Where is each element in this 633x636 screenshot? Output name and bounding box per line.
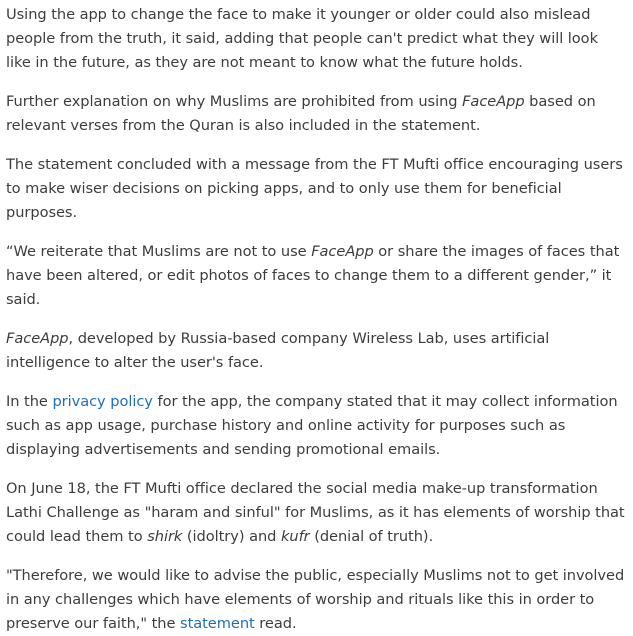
article-paragraph	[6, 327, 627, 375]
article-paragraph	[6, 477, 627, 549]
article-paragraph	[6, 90, 627, 138]
paragraph-text: Using the app to change the face to make it younger or older could also mislead people from the truth, it said, adding that people can't predict what they will look like in the future, as they are not meant to know what the future holds.	[6, 6, 598, 71]
term-italic: kufr	[280, 528, 310, 545]
paragraph-text: In the	[6, 393, 53, 410]
app-name-italic: FaceApp	[462, 93, 525, 110]
paragraph-text: On June 18, the FT Mufti office declared the social media make-up transformation Lathi Challenge as "haram and sinful" for Muslims, as it has elements of worship that could lead them to	[6, 480, 625, 545]
paragraph-text: “We reiterate that Muslims are not to use	[6, 243, 312, 260]
statement-link[interactable]: statement	[180, 615, 255, 632]
privacy-policy-link[interactable]: privacy policy	[52, 393, 153, 410]
article-paragraph	[6, 390, 627, 462]
paragraph-text: (denial of truth).	[309, 528, 434, 545]
article-paragraph	[6, 3, 627, 75]
paragraph-text: based on relevant verses from the Quran is also included in the statement.	[6, 93, 596, 134]
paragraph-text: (idoltry) and	[182, 528, 281, 545]
paragraph-text: Further explanation on why Muslims are prohibited from using	[6, 93, 463, 110]
paragraph-text: "Therefore, we would like to advise the public, especially Muslims not to get involved in any challenges which have elements of worship and rituals like this in order to preserve our faith," the	[6, 567, 625, 632]
article-paragraph	[6, 153, 627, 225]
paragraph-text: for the app, the company stated that it may collect information such as app usage, purchase history and online activity for purposes such as displaying advertisements and sending promotional emails.	[6, 393, 618, 458]
paragraph-text: or share the images of faces that have been altered, or edit photos of faces to change them to a different gender,” it said.	[6, 243, 620, 308]
article-paragraph	[6, 564, 627, 636]
app-name-italic: FaceApp	[311, 243, 374, 260]
term-italic: shirk	[147, 528, 183, 545]
article-paragraph	[6, 240, 627, 312]
app-name-italic: FaceApp	[6, 330, 69, 347]
paragraph-text: The statement concluded with a message from the FT Mufti office encouraging users to make wiser decisions on picking apps, and to only use them for beneficial purposes.	[6, 156, 623, 221]
paragraph-text: read.	[254, 615, 297, 632]
paragraph-text: , developed by Russia-based company Wireless Lab, uses artificial intelligence to alter the user's face.	[6, 330, 550, 371]
